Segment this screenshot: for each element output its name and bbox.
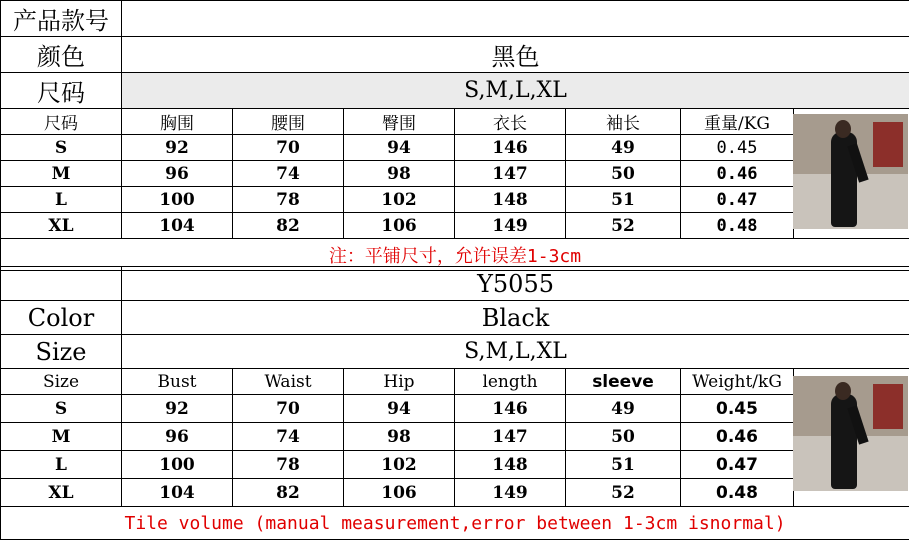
table-cell: 0.47 <box>681 187 794 213</box>
table-cell: 50 <box>566 161 681 187</box>
table-cell: S <box>1 135 122 161</box>
en-color-label: Color <box>1 301 122 335</box>
table-cell: 49 <box>566 395 681 423</box>
table-cell: 70 <box>233 135 344 161</box>
en-header-waist: Waist <box>233 369 344 395</box>
table-cell: 78 <box>233 451 344 479</box>
table-cell: 0.46 <box>681 161 794 187</box>
table-cell: 100 <box>122 451 233 479</box>
table-cell: 82 <box>233 479 344 507</box>
cn-size-value: S,M,L,XL <box>122 73 909 109</box>
en-header-sleeve: sleeve <box>566 369 681 395</box>
cn-size-label: 尺码 <box>1 73 122 109</box>
table-cell: 148 <box>455 187 566 213</box>
cn-header-waist: 腰围 <box>233 109 344 135</box>
cn-header-length: 衣长 <box>455 109 566 135</box>
cn-product-no-value <box>122 1 909 37</box>
table-cell: 78 <box>233 187 344 213</box>
table-cell: 0.46 <box>681 423 794 451</box>
en-size-table <box>0 266 909 540</box>
cn-header-sleeve: 袖长 <box>566 109 681 135</box>
product-photo <box>793 114 908 229</box>
table-cell: 102 <box>344 451 455 479</box>
table-cell: 74 <box>233 423 344 451</box>
cn-header-size: 尺码 <box>1 109 122 135</box>
table-cell: XL <box>1 213 122 239</box>
table-cell: 106 <box>344 479 455 507</box>
table-cell: M <box>1 423 122 451</box>
cn-note: 注：平铺尺寸，允许误差1-3cm <box>1 239 909 271</box>
table-cell: 149 <box>455 213 566 239</box>
table-cell: M <box>1 161 122 187</box>
en-header-weight: Weight/kG <box>681 369 794 395</box>
table-cell: 104 <box>122 479 233 507</box>
cn-color-value: 黑色 <box>122 37 909 73</box>
table-cell: 96 <box>122 423 233 451</box>
table-cell: XL <box>1 479 122 507</box>
table-cell: 92 <box>122 395 233 423</box>
cn-header-bust: 胸围 <box>122 109 233 135</box>
product-photo <box>793 376 908 491</box>
table-cell: 147 <box>455 423 566 451</box>
en-size-label: Size <box>1 335 122 369</box>
en-note: Tile volume (manual measurement,error between 1-3cm isnormal) <box>1 507 909 540</box>
table-cell: 98 <box>344 423 455 451</box>
table-cell: 52 <box>566 213 681 239</box>
table-cell: 106 <box>344 213 455 239</box>
en-header-hip: Hip <box>344 369 455 395</box>
table-cell: 147 <box>455 161 566 187</box>
table-cell: 0.48 <box>681 213 794 239</box>
table-cell: 51 <box>566 187 681 213</box>
table-cell: 82 <box>233 213 344 239</box>
table-cell: 104 <box>122 213 233 239</box>
table-cell: L <box>1 451 122 479</box>
en-header-bust: Bust <box>122 369 233 395</box>
table-cell: L <box>1 187 122 213</box>
table-cell: 94 <box>344 395 455 423</box>
en-header-length: length <box>455 369 566 395</box>
en-color-value: Black <box>122 301 909 335</box>
cn-header-weight: 重量/KG <box>681 109 794 135</box>
table-cell: 92 <box>122 135 233 161</box>
table-cell: 146 <box>455 135 566 161</box>
cn-header-hip: 臀围 <box>344 109 455 135</box>
table-cell: 0.47 <box>681 451 794 479</box>
en-product-no-label <box>1 267 122 301</box>
table-cell: 94 <box>344 135 455 161</box>
table-cell: 74 <box>233 161 344 187</box>
table-cell: 148 <box>455 451 566 479</box>
table-cell: 0.45 <box>681 395 794 423</box>
table-cell: S <box>1 395 122 423</box>
table-cell: 96 <box>122 161 233 187</box>
table-cell: 98 <box>344 161 455 187</box>
table-cell: 70 <box>233 395 344 423</box>
table-cell: 146 <box>455 395 566 423</box>
table-cell: 52 <box>566 479 681 507</box>
table-cell: 149 <box>455 479 566 507</box>
en-size-value: S,M,L,XL <box>122 335 909 369</box>
cn-product-no-label: 产品款号 <box>1 1 122 37</box>
en-header-size: Size <box>1 369 122 395</box>
table-cell: 50 <box>566 423 681 451</box>
table-cell: 51 <box>566 451 681 479</box>
table-cell: 102 <box>344 187 455 213</box>
cn-color-label: 颜色 <box>1 37 122 73</box>
table-cell: 0.48 <box>681 479 794 507</box>
table-cell: 100 <box>122 187 233 213</box>
en-product-no-value: Y5055 <box>122 267 909 301</box>
table-cell: 49 <box>566 135 681 161</box>
table-cell: 0.45 <box>681 135 794 161</box>
